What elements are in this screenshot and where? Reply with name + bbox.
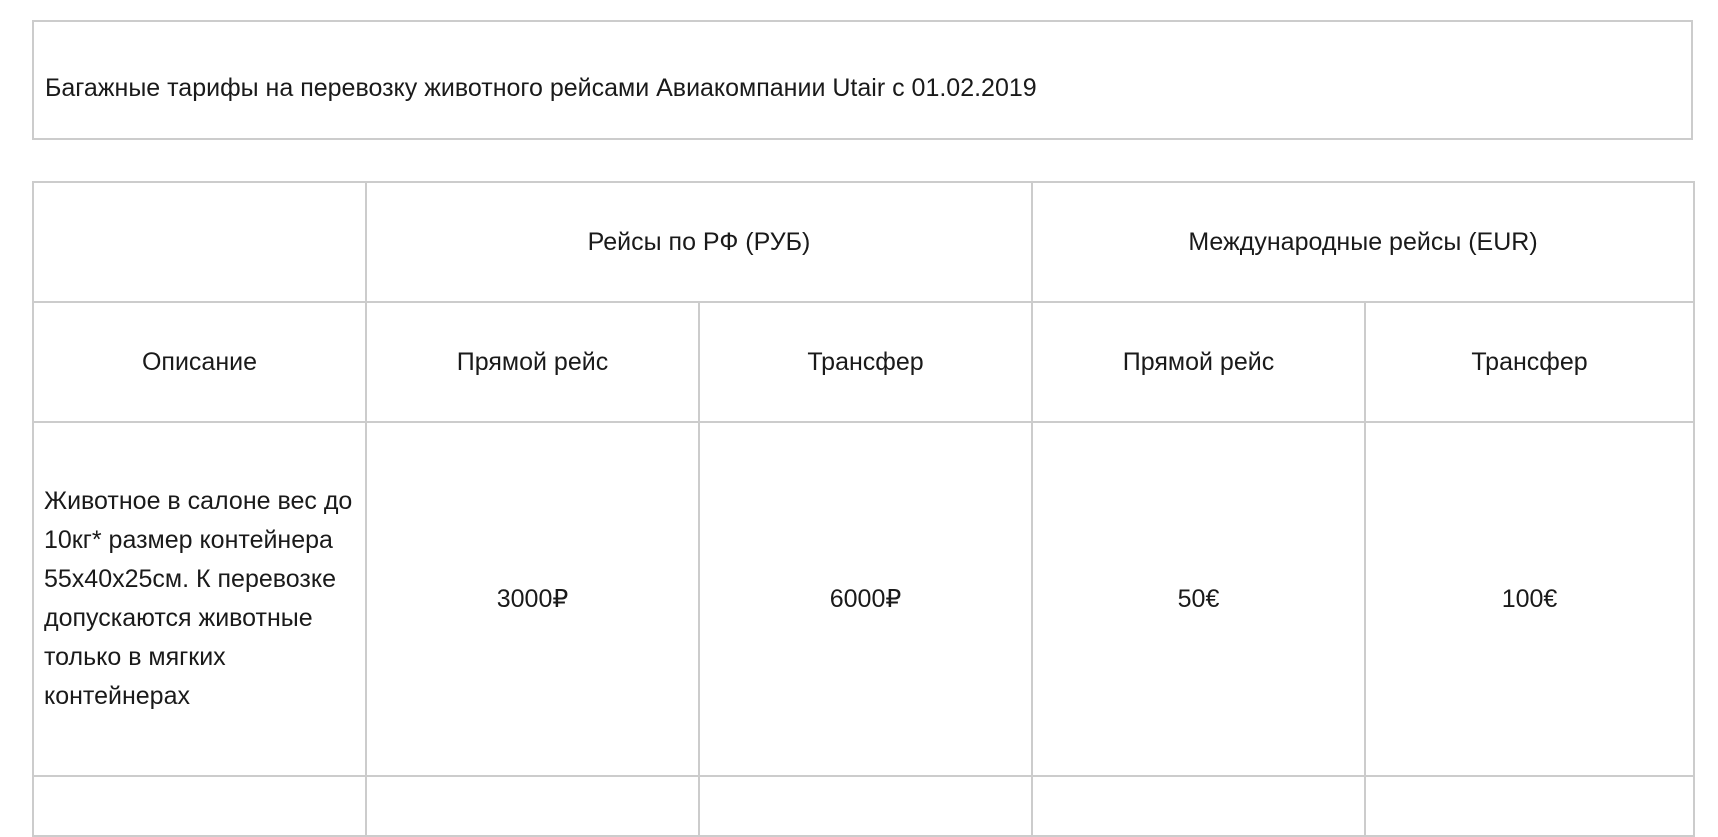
header-domestic-direct: Прямой рейс — [366, 302, 699, 422]
tariffs-table — [32, 181, 1695, 837]
header-empty-cell — [33, 182, 366, 302]
cell-partial — [33, 776, 366, 836]
cell-partial — [1032, 776, 1365, 836]
table-row — [33, 422, 1694, 776]
header-description: Описание — [33, 302, 366, 422]
header-domestic-flights: Рейсы по РФ (РУБ) — [366, 182, 1032, 302]
cell-partial — [1365, 776, 1694, 836]
cell-partial — [699, 776, 1032, 836]
table-group-header-row — [33, 182, 1694, 302]
page-title — [32, 20, 1693, 140]
page-title-text: Багажные тарифы на перевозку животного рейсами Авиакомпании Utair с 01.02.2019 — [45, 73, 1037, 102]
cell-domestic-direct-price: 3000₽ — [366, 422, 699, 776]
table-sub-header-row — [33, 302, 1694, 422]
table-row-partial — [33, 776, 1694, 836]
cell-partial — [366, 776, 699, 836]
cell-international-transfer-price: 100€ — [1365, 422, 1694, 776]
cell-international-direct-price: 50€ — [1032, 422, 1365, 776]
header-domestic-transfer: Трансфер — [699, 302, 1032, 422]
header-international-direct: Прямой рейс — [1032, 302, 1365, 422]
header-international-flights: Международные рейсы (EUR) — [1032, 182, 1694, 302]
cell-domestic-transfer-price: 6000₽ — [699, 422, 1032, 776]
cell-description: Животное в салоне вес до 10кг* размер контейнера 55х40х25см. К перевозке допускаются животные только в мягких контейнерах — [33, 422, 366, 776]
header-international-transfer: Трансфер — [1365, 302, 1694, 422]
